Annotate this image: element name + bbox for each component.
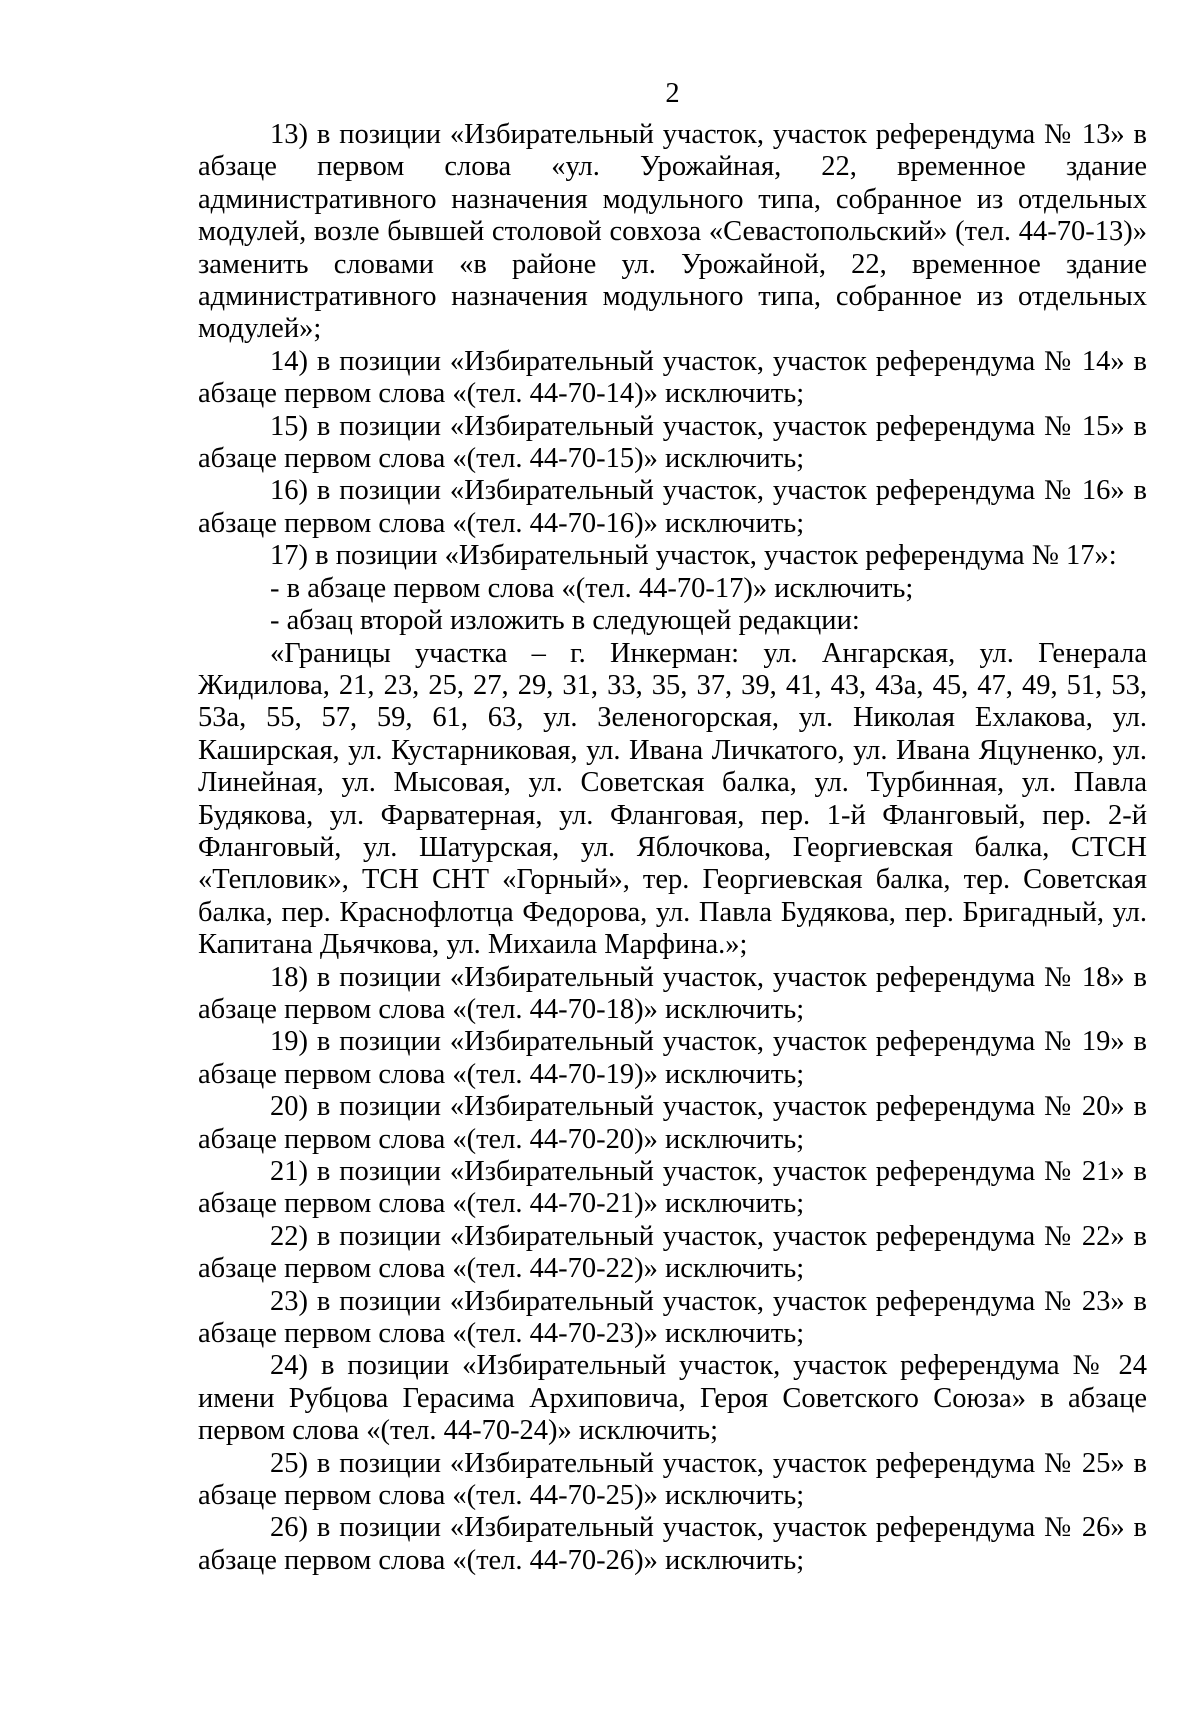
- paragraph-item-26: 26) в позиции «Избирательный участок, участок референдума № 26» в абзаце первом слова «(тел. 44-70-26)» исключить;: [198, 1512, 1147, 1576]
- paragraph-item-14: 14) в позиции «Избирательный участок, участок референдума № 14» в абзаце первом слова «(тел. 44-70-14)» исключить;: [198, 345, 1147, 410]
- page-number: 2: [665, 78, 680, 109]
- paragraph-item-16: 16) в позиции «Избирательный участок, участок референдума № 16» в абзаце первом слова «(тел. 44-70-16)» исключить;: [198, 475, 1147, 539]
- document-body: [198, 119, 1147, 1577]
- paragraph-item-20: 20) в позиции «Избирательный участок, участок референдума № 20» в абзаце первом слова «(тел. 44-70-20)» исключить;: [198, 1091, 1147, 1155]
- paragraph-item-19: 19) в позиции «Избирательный участок, участок референдума № 19» в абзаце первом слова «(тел. 44-70-19)» исключить;: [198, 1026, 1147, 1090]
- paragraph-item-21: 21) в позиции «Избирательный участок, участок референдума № 21» в абзаце первом слова «(тел. 44-70-21)» исключить;: [198, 1156, 1147, 1220]
- paragraph-boundaries-quote: «Границы участка – г. Инкерман: ул. Ангарская, ул. Генерала Жидилова, 21, 23, 25, 27, 29, 31, 33, 35, 37, 39, 41, 43, 43а, 45, 47, 49, 51, 53, 53а, 55, 57, 59, 61, 63, ул. Зеленогорская, ул. Николая Ехлакова, ул. Каширская, ул. Кустарниковая, ул. Ивана Личкатого, ул. Ивана Яцуненко, ул. Линейная, ул. Мысовая, ул. Советская балка, ул. Турбинная, ул. Павла Будякова, ул. Фарватерная, ул. Фланговая, пер. 1-й Фланговый, пер. 2-й Фланговый, ул. Шатурская, ул. Яблочкова, Георгиевская балка, СТСН «Тепловик», ТСН СНТ «Горный», тер. Георгиевская балка, тер. Советская балка, пер. Краснофлотца Федорова, ул. Павла Будякова, пер. Бригадный, ул. Капитана Дьячкова, ул. Михаила Марфина.»;: [198, 637, 1147, 961]
- paragraph-item-25: 25) в позиции «Избирательный участок, участок референдума № 25» в абзаце первом слова «(тел. 44-70-25)» исключить;: [198, 1447, 1147, 1512]
- paragraph-item-18: 18) в позиции «Избирательный участок, участок референдума № 18» в абзаце первом слова «(тел. 44-70-18)» исключить;: [198, 961, 1147, 1025]
- paragraph-item-22: 22) в позиции «Избирательный участок, участок референдума № 22» в абзаце первом слова «(тел. 44-70-22)» исключить;: [198, 1220, 1147, 1285]
- paragraph-item-24: 24) в позиции «Избирательный участок, участок референдума № 24 имени Рубцова Герасима Архиповича, Героя Советского Союза» в абзаце первом слова «(тел. 44-70-24)» исключить;: [198, 1350, 1147, 1447]
- paragraph-item-17: 17) в позиции «Избирательный участок, участок референдума № 17»:: [270, 540, 1117, 572]
- paragraph-item-13: 13) в позиции «Избирательный участок, участок референдума № 13» в абзаце первом слова «ул. Урожайная, 22, временное здание административного назначения модульного типа, собранное из отдельных модулей, возле бывшей столовой совхоза «Севастопольский» (тел. 44-70-13)» заменить словами «в районе ул. Урожайной, 22, временное здание административного назначения модульного типа, собранное из отдельных модулей»;: [198, 119, 1147, 345]
- paragraph-subitem-17-first: - в абзаце первом слова «(тел. 44-70-17)» исключить;: [270, 572, 914, 604]
- paragraph-subitem-17-second: - абзац второй изложить в следующей редакции:: [270, 605, 860, 637]
- paragraph-item-23: 23) в позиции «Избирательный участок, участок референдума № 23» в абзаце первом слова «(тел. 44-70-23)» исключить;: [198, 1285, 1147, 1350]
- paragraph-item-15: 15) в позиции «Избирательный участок, участок референдума № 15» в абзаце первом слова «(тел. 44-70-15)» исключить;: [198, 410, 1147, 475]
